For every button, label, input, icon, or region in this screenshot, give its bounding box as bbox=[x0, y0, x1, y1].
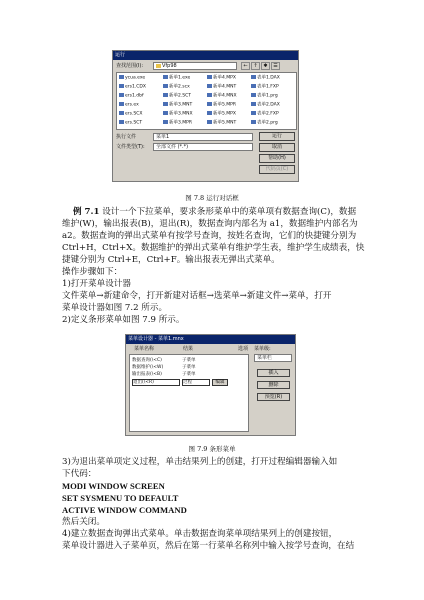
file-item[interactable] bbox=[119, 75, 145, 82]
file-item[interactable] bbox=[119, 120, 142, 127]
row-name: 数据查询(\<C) bbox=[132, 358, 162, 363]
file-name: 新单4.MNX bbox=[213, 93, 237, 99]
menu-level-select[interactable]: 菜单栏 bbox=[254, 354, 292, 362]
view-menu-icon[interactable]: ☰ bbox=[271, 62, 280, 70]
file-item[interactable] bbox=[163, 84, 190, 91]
file-name: 新单1.exe bbox=[169, 75, 191, 81]
file-item[interactable] bbox=[251, 120, 278, 127]
file-item[interactable] bbox=[251, 84, 279, 91]
file-name: ycua.exe bbox=[125, 75, 146, 81]
file-name: 新单4.MPX bbox=[213, 75, 236, 81]
code-line: SET SYSMENU TO DEFAULT bbox=[62, 493, 179, 503]
table-row[interactable] bbox=[130, 357, 248, 364]
paragraph-line: 然后关闭。 bbox=[62, 517, 105, 527]
file-name: ers.SCT bbox=[125, 120, 143, 126]
preview-button[interactable]: 预览(R) bbox=[257, 393, 290, 401]
insert-button[interactable]: 插入 bbox=[257, 369, 290, 377]
filetype-label: 文件类型(T): bbox=[116, 144, 145, 150]
file-item[interactable] bbox=[207, 102, 236, 109]
file-name: 表单2.FXP bbox=[257, 111, 279, 117]
file-item[interactable] bbox=[251, 102, 280, 109]
paragraph-line: a2。数据查询的弹出式菜单有按学号查询，按姓名查询，它们的快捷键分别为 bbox=[62, 231, 357, 241]
menu-designer-titlebar: 菜单设计器 - 菜单1.mnx bbox=[126, 335, 295, 344]
lookin-value: Vfp98 bbox=[162, 63, 177, 69]
file-name: 新单5.MNT bbox=[213, 120, 237, 126]
file-icon bbox=[163, 84, 168, 88]
run-dialog-titlebar: 运行 bbox=[113, 51, 298, 60]
file-icon bbox=[163, 93, 168, 97]
file-item[interactable] bbox=[163, 102, 192, 109]
file-name: 表单1.DAX bbox=[257, 75, 280, 81]
file-icon bbox=[119, 75, 124, 79]
file-name: 表单1.prg bbox=[257, 93, 278, 99]
file-icon bbox=[251, 120, 256, 124]
file-icon bbox=[163, 111, 168, 115]
row-name: 数据维护(\<W) bbox=[132, 365, 164, 370]
file-icon bbox=[207, 93, 212, 97]
row-result: 子菜单 bbox=[182, 372, 196, 377]
file-name: 表单2.DAX bbox=[257, 102, 280, 108]
file-icon bbox=[119, 102, 124, 106]
file-item[interactable] bbox=[207, 111, 236, 118]
file-item[interactable] bbox=[207, 120, 236, 127]
file-icon bbox=[251, 111, 256, 115]
file-name: 新单5.MPR bbox=[213, 102, 237, 108]
file-list[interactable] bbox=[116, 72, 297, 130]
file-item[interactable] bbox=[163, 120, 192, 127]
file-icon bbox=[251, 102, 256, 106]
run-dialog bbox=[112, 50, 299, 182]
row-result: 子菜单 bbox=[182, 365, 196, 370]
file-name: 新单2.SCT bbox=[169, 93, 192, 99]
col-header-name: 菜单名称 bbox=[134, 346, 155, 352]
file-icon bbox=[251, 84, 256, 88]
file-item[interactable] bbox=[207, 75, 236, 82]
paragraph-line: 2)定义条形菜单如图 7.9 所示。 bbox=[62, 315, 185, 325]
col-header-result: 结果 bbox=[183, 346, 194, 352]
file-item[interactable] bbox=[251, 93, 278, 100]
table-row[interactable] bbox=[130, 371, 248, 378]
menu-grid[interactable] bbox=[129, 354, 249, 432]
delete-button[interactable]: 删除 bbox=[257, 381, 290, 389]
file-name: ers1.dbf bbox=[125, 93, 144, 99]
file-name: 新单3.MNX bbox=[169, 111, 193, 117]
run-button[interactable]: 运行 bbox=[259, 132, 295, 141]
file-name: 新单4.MNT bbox=[213, 84, 237, 90]
help-button[interactable]: 帮助(H) bbox=[259, 154, 295, 163]
file-icon bbox=[163, 102, 168, 106]
menu-level-label: 菜单级: bbox=[254, 346, 271, 352]
table-row[interactable] bbox=[130, 378, 248, 385]
new-folder-icon[interactable]: ✱ bbox=[261, 62, 270, 70]
paragraph-line: 文件菜单→新建命令，打开新建对话框→选菜单→新建文件→菜单，打开 bbox=[62, 291, 332, 301]
row-result-select[interactable]: 过程 bbox=[182, 379, 210, 386]
filetype-select[interactable] bbox=[153, 143, 253, 151]
file-item[interactable] bbox=[163, 93, 191, 100]
codepage-button[interactable]: 代码页(C) bbox=[259, 165, 295, 174]
table-row[interactable] bbox=[130, 364, 248, 371]
body-text-1 bbox=[62, 206, 382, 326]
cancel-button[interactable]: 取消 bbox=[259, 143, 295, 152]
file-item[interactable] bbox=[119, 84, 146, 91]
back-icon[interactable]: ← bbox=[241, 62, 250, 70]
file-item[interactable] bbox=[207, 84, 236, 91]
paragraph-line: 1)打开菜单设计器 bbox=[62, 279, 131, 289]
filetype-value: 全部文件 (*.*) bbox=[156, 144, 189, 150]
file-icon bbox=[207, 120, 212, 124]
file-item[interactable] bbox=[163, 75, 190, 82]
file-icon bbox=[119, 120, 124, 124]
paragraph-line: 捷键分别为 Ctrl+E，Ctrl+F。输出报表无弹出式菜单。 bbox=[62, 255, 280, 265]
edit-button[interactable]: 编辑 bbox=[212, 379, 228, 386]
paragraph-line: 维护(W)，输出报表(B)，退出(R)，数据查询内部名为 a1，数据维护内部名为 bbox=[62, 219, 358, 229]
file-name: ers.ex bbox=[125, 102, 139, 108]
paragraph-line: 菜单设计器进入子菜单页，然后在第一行菜单名称列中输入按学号查询，在结 bbox=[62, 541, 355, 551]
file-icon bbox=[163, 75, 168, 79]
paragraph-line bbox=[62, 206, 382, 218]
code-line: ACTIVE WINDOW COMMAND bbox=[62, 505, 187, 515]
row-name: 输出报表(\<B) bbox=[132, 372, 162, 377]
file-icon bbox=[119, 111, 124, 115]
file-name: 表单2.prg bbox=[257, 120, 278, 126]
file-item[interactable] bbox=[119, 111, 142, 118]
file-icon bbox=[207, 102, 212, 106]
file-icon bbox=[207, 75, 212, 79]
folder-icon bbox=[156, 64, 161, 68]
file-name: 新单3.MNT bbox=[169, 102, 193, 108]
file-icon bbox=[207, 111, 212, 115]
example-label: 例 7.1 bbox=[72, 207, 100, 217]
figure-7-9-caption: 图 7.9 条形菜单 bbox=[188, 445, 236, 453]
file-name: ers.SCX bbox=[125, 111, 143, 117]
paragraph-line: 菜单设计器如图 7.2 所示。 bbox=[62, 303, 168, 313]
file-icon bbox=[119, 84, 124, 88]
file-icon bbox=[251, 93, 256, 97]
file-name: 表单1.FXP bbox=[257, 84, 279, 90]
menu-designer-dialog bbox=[125, 334, 296, 436]
col-header-options: 选项 bbox=[238, 346, 249, 352]
lookin-label: 查找范围(I): bbox=[116, 63, 144, 69]
paragraph-line: 操作步骤如下： bbox=[62, 267, 123, 277]
lookin-combo[interactable] bbox=[153, 62, 237, 70]
file-item[interactable] bbox=[163, 111, 193, 118]
file-item[interactable] bbox=[251, 111, 279, 118]
file-item[interactable] bbox=[119, 102, 139, 109]
filename-label: 执行文件 bbox=[116, 134, 137, 140]
body-text-2 bbox=[62, 456, 382, 552]
file-name: 新单2.scx bbox=[169, 84, 190, 90]
file-icon bbox=[207, 84, 212, 88]
up-folder-icon[interactable]: ↑ bbox=[251, 62, 260, 70]
file-item[interactable] bbox=[251, 75, 280, 82]
file-name: 新单3.MPR bbox=[169, 120, 193, 126]
code-line: MODI WINDOW SCREEN bbox=[62, 481, 165, 491]
line-text: 设计一个下拉菜单，要求条形菜单中的菜单项有数据查询(C)，数据 bbox=[99, 207, 357, 217]
paragraph-line: 3)为退出菜单项定义过程，单击结果列上的创建，打开过程编辑器输入如 bbox=[62, 457, 338, 467]
file-icon bbox=[119, 93, 124, 97]
file-icon bbox=[163, 120, 168, 124]
file-item[interactable] bbox=[119, 93, 144, 100]
file-name: ers1.CDX bbox=[125, 84, 146, 90]
row-result: 子菜单 bbox=[182, 358, 196, 363]
paragraph-line: Ctrl+H，Ctrl+X。数据维护的弹出式菜单有维护学生表，维护学生成绩表，快 bbox=[62, 243, 365, 253]
file-icon bbox=[251, 75, 256, 79]
filename-input[interactable]: 菜单1 bbox=[153, 133, 253, 141]
paragraph-line: 4)建立数据查询弹出式菜单。单击数据查询菜单项结果列上的创建按钮， bbox=[62, 529, 338, 539]
row-name-input[interactable]: 退出(\<R) bbox=[132, 379, 180, 386]
file-name: 新单5.MPX bbox=[213, 111, 236, 117]
file-item[interactable] bbox=[207, 93, 237, 100]
paragraph-line: 下代码： bbox=[62, 469, 97, 479]
figure-7-8-caption: 图 7.8 运行对话框 bbox=[185, 194, 239, 202]
